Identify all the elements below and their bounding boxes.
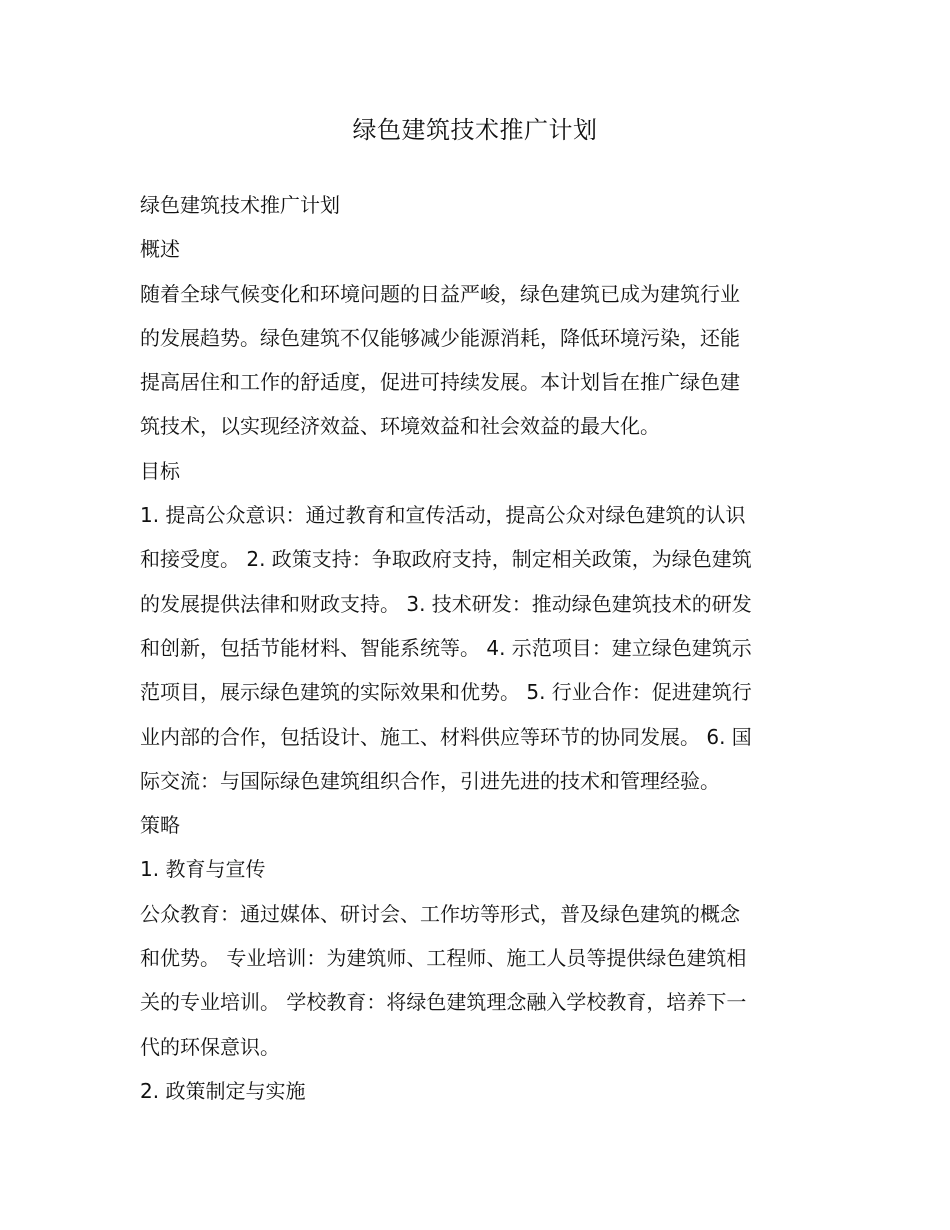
- strategy-1-line-2: 和优势。 专业培训：为建筑师、工程师、施工人员等提供绿色建筑相: [140, 946, 747, 971]
- overview-line-1: 随着全球气候变化和环境问题的日益严峻，绿色建筑已成为建筑行业: [140, 281, 740, 306]
- strategy-subheading-1: 1. 教育与宣传: [140, 857, 266, 882]
- section-heading-overview: 概述: [140, 237, 180, 262]
- document-title: 绿色建筑技术推广计划: [352, 116, 598, 144]
- overview-line-4: 筑技术，以实现经济效益、环境效益和社会效益的最大化。: [140, 414, 660, 439]
- goals-line-2: 和接受度。 2. 政策支持：争取政府支持，制定相关政策，为绿色建筑: [140, 547, 752, 572]
- goals-line-3: 的发展提供法律和财政支持。 3. 技术研发：推动绿色建筑技术的研发: [140, 591, 752, 616]
- overview-line-2: 的发展趋势。绿色建筑不仅能够减少能源消耗，降低环境污染，还能: [140, 325, 740, 350]
- section-heading-strategy: 策略: [140, 813, 180, 838]
- goals-line-6: 业内部的合作，包括设计、施工、材料供应等环节的协同发展。 6. 国: [140, 724, 752, 749]
- strategy-1-line-1: 公众教育：通过媒体、研讨会、工作坊等形式，普及绿色建筑的概念: [140, 901, 740, 926]
- goals-line-1: 1. 提高公众意识：通过教育和宣传活动，提高公众对绿色建筑的认识: [140, 503, 746, 528]
- strategy-subheading-2: 2. 政策制定与实施: [140, 1078, 306, 1103]
- document-body: [140, 183, 810, 1113]
- section-heading-goals: 目标: [140, 458, 180, 483]
- strategy-1-line-4: 代的环保意识。: [140, 1034, 280, 1059]
- subtitle: 绿色建筑技术推广计划: [140, 193, 340, 217]
- goals-line-7: 际交流：与国际绿色建筑组织合作，引进先进的技术和管理经验。: [140, 768, 720, 793]
- goals-line-5: 范项目，展示绿色建筑的实际效果和优势。 5. 行业合作：促进建筑行: [140, 680, 752, 705]
- overview-line-3: 提高居住和工作的舒适度，促进可持续发展。本计划旨在推广绿色建: [140, 370, 740, 395]
- strategy-1-line-3: 关的专业培训。 学校教育：将绿色建筑理念融入学校教育，培养下一: [140, 990, 747, 1015]
- goals-line-4: 和创新，包括节能材料、智能系统等。 4. 示范项目：建立绿色建筑示: [140, 635, 752, 660]
